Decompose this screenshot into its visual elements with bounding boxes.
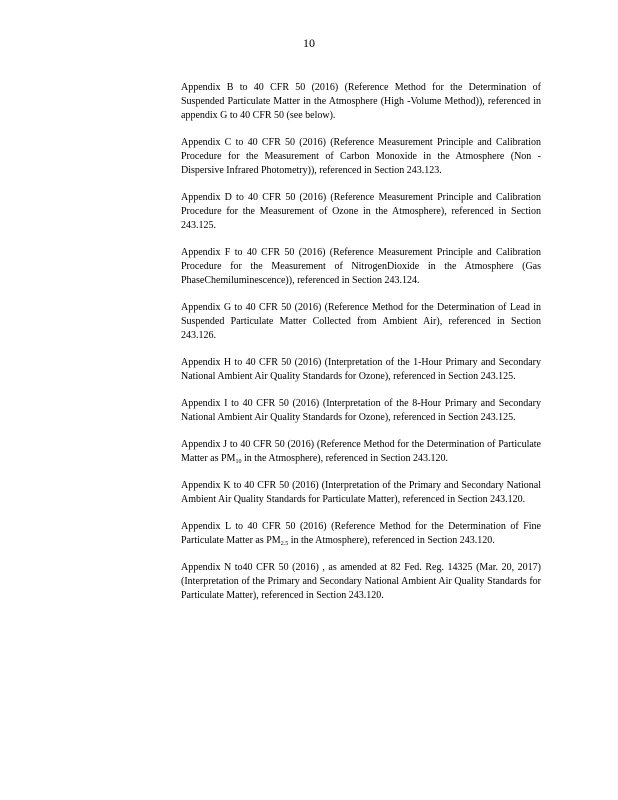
appendix-entry-c: Appendix C to 40 CFR 50 (2016) (Reference Measurement Principle and Calibration Procedure for the Measurement of Carbon Monoxide in the Atmosphere (Non -Dispersive Infrared Photometry)), referenced in Section 243.123. [181, 137, 541, 176]
appendix-entry-d: Appendix D to 40 CFR 50 (2016) (Reference Measurement Principle and Calibration Procedure for the Measurement of Ozone in the Atmosphere), referenced in Section 243.125. [181, 192, 541, 231]
page-number: 10 [303, 36, 315, 50]
pm-subscript: 10 [235, 459, 242, 465]
entry-text: in the Atmosphere), referenced in Section 243.120. [288, 535, 495, 546]
appendix-entry-f: Appendix F to 40 CFR 50 (2016) (Reference Measurement Principle and Calibration Procedure for the Measurement of NitrogenDioxide in the Atmosphere (Gas PhaseChemiluminescence)), referenced in Section 243.124. [181, 247, 541, 286]
appendix-entry-k: Appendix K to 40 CFR 50 (2016) (Interpretation of the Primary and Secondary National Ambient Air Quality Standards for Particulate Matter), referenced in Section 243.120. [181, 480, 541, 505]
pm-subscript: 2.5 [280, 541, 289, 547]
appendix-entry-n: Appendix N to40 CFR 50 (2016) , as amended at 82 Fed. Reg. 14325 (Mar. 20, 2017) (Interpretation of the Primary and Secondary National Ambient Air Quality Standards for Particulate Matter), referenced in Section 243.120. [181, 562, 541, 601]
appendix-entry-j [181, 438, 541, 466]
appendix-entry-i: Appendix I to 40 CFR 50 (2016) (Interpretation of the 8-Hour Primary and Secondary National Ambient Air Quality Standards for Ozone), referenced in Section 243.125. [181, 398, 541, 423]
appendix-entry-b: Appendix B to 40 CFR 50 (2016) (Reference Method for the Determination of Suspended Particulate Matter in the Atmosphere (High -Volume Method)), referenced in appendix G to 40 CFR 50 (see below). [181, 82, 541, 121]
appendix-entry-l [181, 520, 541, 548]
appendix-entry-h: Appendix H to 40 CFR 50 (2016) (Interpretation of the 1-Hour Primary and Secondary National Ambient Air Quality Standards for Ozone), referenced in Section 243.125. [181, 357, 541, 382]
entry-text: in the Atmosphere), referenced in Section 243.120. [241, 453, 449, 464]
entry-text: Appendix J to 40 CFR 50 (2016) (Reference Method for the Determination of Particulate Matter as PM [181, 439, 541, 464]
appendix-list [181, 71, 541, 603]
entry-text: Appendix L to 40 CFR 50 (2016) (Reference Method for the Determination of Fine Particulate Matter as PM [181, 521, 541, 546]
appendix-entry-g: Appendix G to 40 CFR 50 (2016) (Reference Method for the Determination of Lead in Suspended Particulate Matter Collected from Ambient Air), referenced in Section 243.126. [181, 302, 541, 341]
